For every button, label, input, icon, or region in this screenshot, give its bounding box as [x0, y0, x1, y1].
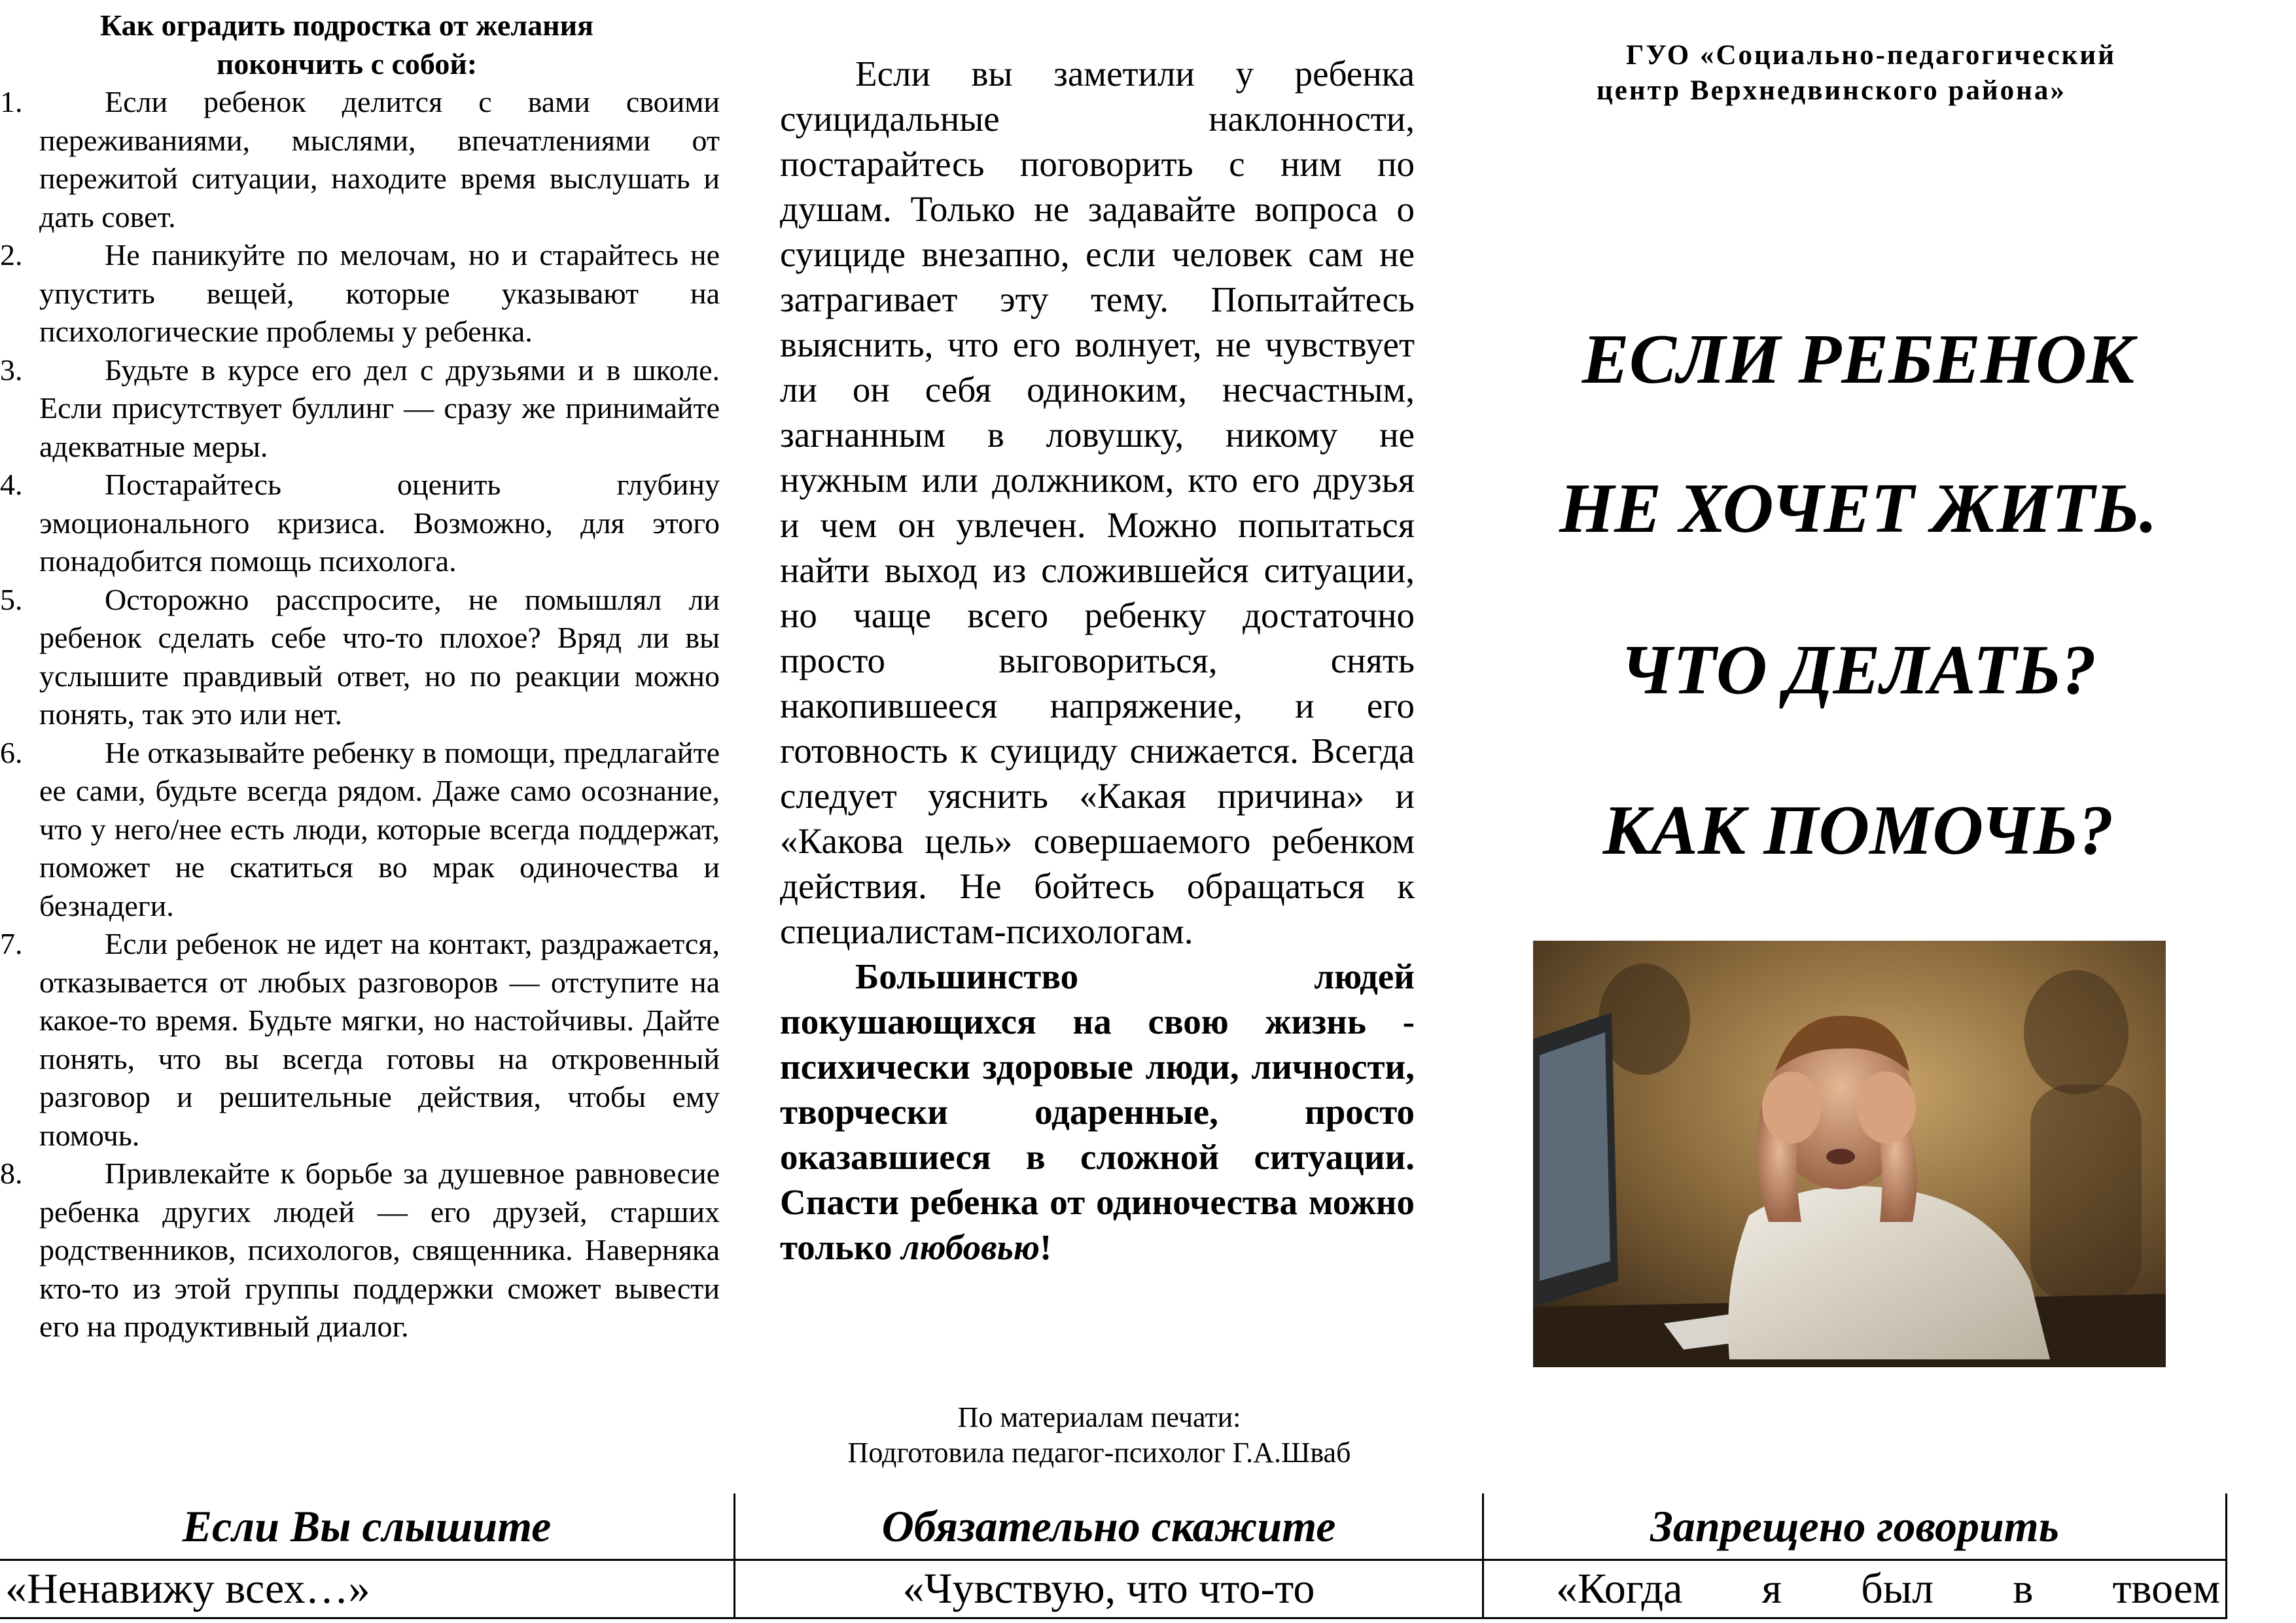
- list-item: 7. Если ребенок не идет на контакт, раздражается, отказывается от любых разговоров — отступите на какое-то время. Будьте мягки, но настойчивы. Дайте понять, что вы всегда готовы на откровенный разговор и решительные действия, чтобы ему помочь.: [0, 927, 720, 1152]
- love-word: любовью: [901, 1227, 1040, 1267]
- advice-paragraph: Если вы заметили у ребенка суицидальные наклонности, постарайтесь поговорить с ним по душам. Только не задавайте вопроса о суициде внезапно, если человек сам не затрагивает эту тему. Попытайтесь выяснить, что его волнует, не чувствует ли он себя одиноким, несчастным, загнанным в ловушку, никому не нужным или должником, кто его друзья и чем он увлечен. Можно попытаться найти выход из сложившейся ситуации, но чаще всего ребенку достаточно просто выговориться, снять накопившееся напряжение, и его готовность к суициду снижается. Всегда следует уяснить «Какая причина» и «Какова цель» совершаемого ребенком действия. Не бойтесь обращаться к специалистам-психологам.: [780, 54, 1415, 951]
- table-cell: «Ненавижу всех…»: [0, 1560, 735, 1618]
- list-item: 2. Не паникуйте по мелочам, но и старайтесь не упустить вещей, которые указывают на психологические проблемы у ребенка.: [0, 238, 720, 348]
- org-line-2: центр Верхнедвинского района»: [1597, 75, 2066, 106]
- title-line-4: КАК ПОМОЧЬ?: [1602, 792, 2114, 869]
- table-cell: «Когда я был в твоем: [1483, 1560, 2227, 1618]
- advice-list: [0, 83, 720, 1346]
- table-header: Запрещено говорить: [1483, 1493, 2227, 1560]
- left-heading: Как оградить подростка от желания покончить с собой:: [99, 9, 594, 80]
- organization-name: [1597, 38, 2185, 109]
- list-item: 3. Будьте в курсе его дел с друзьями и в школе. Если присутствует буллинг — сразу же принимайте адекватные меры.: [0, 353, 720, 463]
- table-header: Если Вы слышите: [0, 1493, 735, 1560]
- title-line-1: ЕСЛИ РЕБЕНОК: [1581, 321, 2135, 398]
- credits: [772, 1400, 1426, 1471]
- list-item: 8. Привлекайте к борьбе за душевное равновесие ребенка других людей — его друзей, старших родственников, психологов, священника. Наверняка кто-то из этой группы поддержки сможет вывести его на продуктивный диалог.: [0, 1157, 720, 1343]
- title-line-3: ЧТО ДЕЛАТЬ?: [1620, 631, 2096, 709]
- table-header: Обязательно скажите: [735, 1493, 1483, 1560]
- list-item: 6. Не отказывайте ребенку в помощи, предлагайте ее сами, будьте всегда рядом. Даже само осознание, что у него/нее есть люди, которые всегда поддержат, поможет не скатиться во мрак одиночества и безнадеги.: [0, 735, 720, 922]
- list-item: 4. Постарайтесь оценить глубину эмоционального кризиса. Возможно, для этого понадобится помощь психолога.: [0, 468, 720, 578]
- credits-source: По материалам печати:: [957, 1401, 1241, 1433]
- list-item: 1. Если ребенок делится с вами своими переживаниями, мыслями, впечатлениями от пережитой ситуации, находите время выслушать и дать совет.: [0, 85, 720, 234]
- phrases-table: [0, 1493, 2227, 1619]
- org-line-1: ГУО «Социально-педагогический: [1626, 40, 2116, 71]
- left-column: [0, 7, 720, 1346]
- distressed-teen-photo: [1533, 941, 2166, 1367]
- title-line-2: НЕ ХОЧЕТ ЖИТЬ.: [1559, 470, 2157, 548]
- middle-column: [780, 51, 1415, 1270]
- emphasis-paragraph: Большинство людей покушающихся на свою жизнь - психически здоровые люди, личности, творчески одаренные, просто оказавшиеся в сложной ситуации. Спасти ребенка от одиночества можно только любовью!: [780, 956, 1415, 1267]
- credits-author: Подготовила педагог-психолог Г.А.Шваб: [847, 1437, 1351, 1469]
- list-item: 5. Осторожно расспросите, не помышлял ли ребенок сделать себе что-то плохое? Вряд ли вы услышите правдивый ответ, но по реакции можно понять, так это или нет.: [0, 582, 720, 731]
- table-cell: «Чувствую, что что-то: [735, 1560, 1483, 1618]
